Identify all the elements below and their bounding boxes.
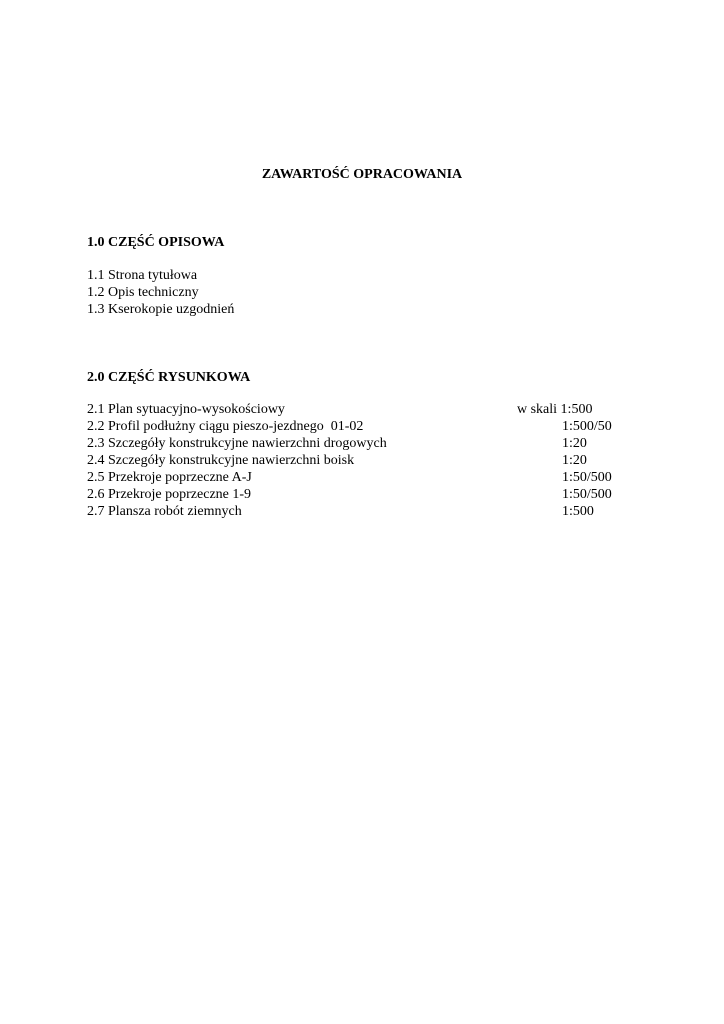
section-heading-descriptive: 1.0 CZĘŚĆ OPISOWA (87, 235, 225, 250)
list-item-label: 2.6 Przekroje poprzeczne 1-9 (87, 487, 252, 502)
list-item-scale: 1:500 (562, 504, 594, 519)
list-item-label: 2.2 Profil podłużny ciągu pieszo-jezdnego 01-02 (87, 419, 364, 434)
list-item-label: 2.3 Szczegóły konstrukcyjne nawierzchni drogowych (87, 436, 387, 451)
list-item-label: 1.1 Strona tytułowa (87, 268, 198, 283)
list-item (87, 418, 627, 435)
list-item (87, 435, 627, 452)
list-item-label: 1.2 Opis techniczny (87, 285, 199, 300)
list-item (87, 401, 627, 418)
list-item-label: 2.5 Przekroje poprzeczne A-J (87, 470, 252, 485)
document-title: ZAWARTOŚĆ OPRACOWANIA (261, 167, 463, 182)
list-item (87, 469, 627, 486)
list-item-label: 1.3 Kserokopie uzgodnień (87, 302, 235, 317)
list-item-label: 2.4 Szczegóły konstrukcyjne nawierzchni boisk (87, 453, 355, 468)
list-item (87, 284, 627, 301)
list-item-scale: 1:50/500 (562, 487, 612, 502)
list-item (87, 452, 627, 469)
list-item-scale: w skali 1:500 (517, 402, 593, 417)
list-item-scale: 1:500/50 (562, 419, 612, 434)
list-item-label: 2.7 Plansza robót ziemnych (87, 504, 242, 519)
list-item-scale: 1:50/500 (562, 470, 612, 485)
list-item (87, 486, 627, 503)
descriptive-part-list (87, 267, 627, 318)
list-item (87, 503, 627, 520)
drawings-part-list (87, 401, 627, 520)
list-item (87, 267, 627, 284)
list-item (87, 301, 627, 318)
list-item-label: 2.1 Plan sytuacyjno-wysokościowy (87, 402, 285, 417)
list-item-scale: 1:20 (562, 436, 587, 451)
list-item-scale: 1:20 (562, 453, 587, 468)
section-heading-drawings: 2.0 CZĘŚĆ RYSUNKOWA (87, 370, 251, 385)
